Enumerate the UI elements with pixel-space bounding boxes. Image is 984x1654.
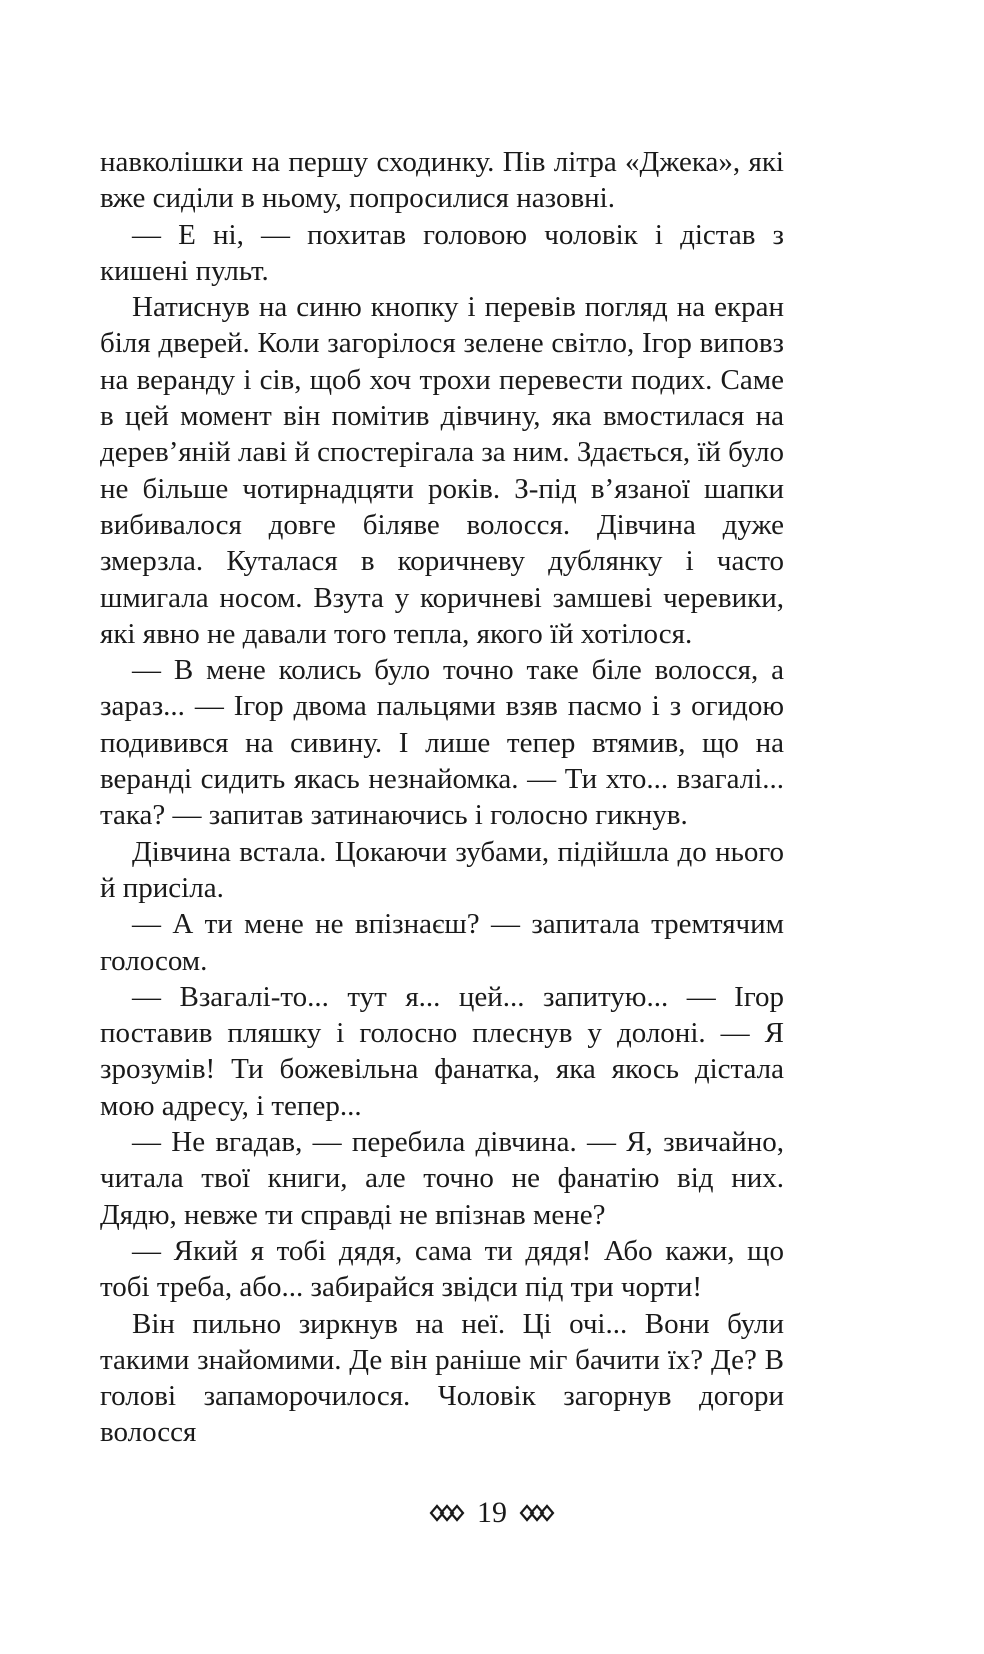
paragraph-7: — Взагалі-то... тут я... цей... запитую... — Ігор поставив пляшку і голосно плеснув у долоні. — Я зрозумів! Ти божевільна фанатка, яка якось дістала мою адресу, і тепер... [100, 980, 784, 1122]
right-ornament-icon [519, 1502, 555, 1524]
paragraph-4: — В мене колись було точно таке біле волосся, а зараз... — Ігор двома пальцями взяв пасмо і з огидою подивився на сивину. І лише тепер втямив, що на веранді сидить якась незнайомка. — Ти хто... взагалі... така? — запитав затинаючись і голосно гикнув. [100, 654, 784, 832]
paragraph-3: Натиснув на синю кнопку і перевів погляд на екран біля дверей. Коли загорілося зелене світло, Ігор виповз на веранду і сів, щоб хоч трохи перевести подих. Саме в цей момент він помітив дівчину, яка вмостилася на дерев’яній лаві й спостерігала за ним. Здається, їй було не більше чотирнадцяти років. З-під в’язаної шапки вибивалося довге біляве волосся. Дівчина дуже змерзла. Куталася в коричневу дублянку і часто шмигала носом. Взута у коричневі замшеві черевики, які явно не давали того тепла, якого їй хотілося. [100, 291, 784, 650]
paragraph-8: — Не вгадав, — перебила дівчина. — Я, звичайно, читала твої книги, але точно не фанатію від них. Дядю, невже ти справді не впізнав мене? [100, 1126, 784, 1231]
page-footer [0, 1493, 984, 1533]
page-number: 19 [477, 1496, 507, 1529]
left-ornament-icon [429, 1502, 465, 1524]
paragraph-1: навколішки на першу сходинку. Пів літра «Джека», які вже сиділи в ньому, попросилися назовні. [100, 146, 784, 215]
paragraph-6: — А ти мене не впізнаєш? — запитала тремтячим голосом. [100, 908, 784, 977]
page-text [100, 144, 784, 1451]
paragraph-2: — Е ні, — похитав головою чоловік і дістав з кишені пульт. [100, 218, 784, 287]
paragraph-9: — Який я тобі дядя, сама ти дядя! Або кажи, що тобі треба, або... забирайся звідси під три чорти! [100, 1234, 784, 1304]
paragraph-5: Дівчина встала. Цокаючи зубами, підійшла до нього й присіла. [100, 835, 784, 904]
paragraph-10: Він пильно зиркнув на неї. Ці очі... Вони були такими знайомими. Де він раніше міг бачити їх? Де? В голові запаморочилося. Чоловік загорнув догори волосся [100, 1307, 784, 1449]
